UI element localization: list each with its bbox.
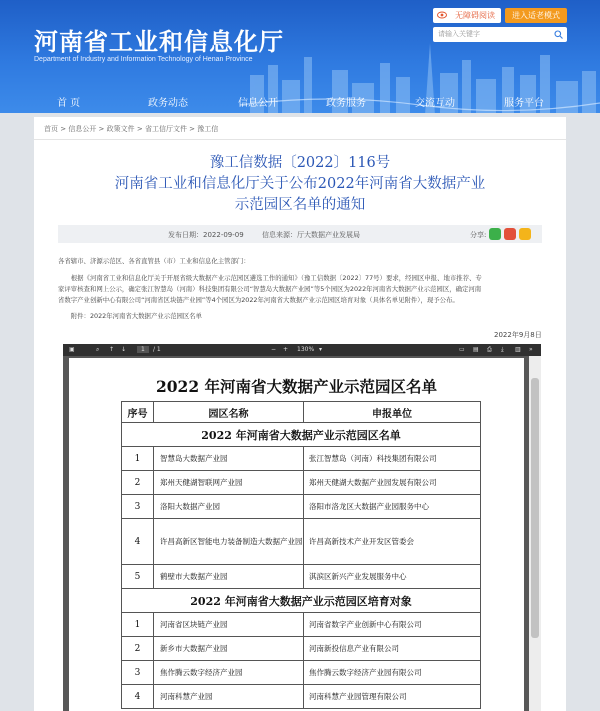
table-row — [122, 519, 481, 565]
info-source: 信息来源：厅大数据产业发展局 — [262, 231, 360, 239]
table-header-row — [122, 402, 481, 423]
park-name: 河南省区块链产业园 — [154, 613, 304, 637]
site-title[interactable]: 河南省工业和信息化厅 — [34, 28, 284, 56]
search-placeholder: 请输入关键字 — [438, 30, 480, 38]
park-list-table — [121, 401, 481, 709]
zoom-level[interactable]: 130% — [297, 346, 315, 353]
row-number: 2 — [122, 637, 154, 661]
applicant-unit: 焦作腾云数字经济产业园有限公司 — [304, 661, 481, 685]
row-number: 1 — [122, 447, 154, 471]
pdf-toolbar — [63, 344, 541, 356]
salutation: 各省辖市、济源示范区、各省直管县（市）工业和信息化主管部门： — [58, 257, 250, 265]
nav-platform[interactable]: 服务平台 — [504, 98, 544, 109]
main-nav — [0, 88, 600, 113]
body-paragraph: 家评审核查和网上公示，确定张江智慧岛（河南）科技集团有限公司“智慧岛大数据产业园”等5个园区为2022年河南省大数据产业示范园区，确定河南 — [58, 285, 482, 293]
accessibility-button[interactable] — [433, 8, 501, 23]
sidebar-toggle-icon[interactable]: ▣ — [69, 346, 75, 353]
article-card — [34, 117, 566, 711]
article-meta-bar — [58, 225, 542, 243]
park-name: 鹤壁市大数据产业园 — [154, 565, 304, 589]
row-number: 1 — [122, 613, 154, 637]
section-row — [122, 589, 481, 613]
more-icon[interactable]: » — [529, 346, 533, 353]
applicant-unit: 郑州天健湖大数据产业园发展有限公司 — [304, 471, 481, 495]
table-row — [122, 495, 481, 519]
nav-home[interactable]: 首 页 — [57, 98, 81, 109]
breadcrumb[interactable]: 首页 > 信息公开 > 政策文件 > 省工信厅文件 > 豫工信 — [44, 125, 219, 133]
pdf-viewer[interactable] — [63, 344, 541, 711]
weibo-share-icon[interactable] — [504, 228, 516, 240]
pdf-scroll-thumb[interactable] — [531, 378, 539, 638]
site-subtitle: Department of Industry and Information Technology of Henan Province — [34, 56, 253, 63]
eye-icon — [437, 11, 447, 19]
search-icon[interactable] — [554, 30, 563, 39]
section-row — [122, 423, 481, 447]
park-name: 郑州天健湖智联网产业园 — [154, 471, 304, 495]
pdf-page — [69, 358, 524, 711]
column-header: 序号 — [122, 402, 154, 423]
table-row — [122, 447, 481, 471]
zoom-in-icon[interactable]: + — [283, 346, 289, 353]
table-row — [122, 637, 481, 661]
table-row — [122, 613, 481, 637]
applicant-unit: 河南科慧产业园管理有限公司 — [304, 685, 481, 709]
table-row — [122, 661, 481, 685]
park-name: 智慧岛大数据产业园 — [154, 447, 304, 471]
column-header: 园区名称 — [154, 402, 304, 423]
present-icon[interactable]: ▭ — [459, 346, 465, 353]
row-number: 4 — [122, 519, 154, 565]
title-line: 豫工信数据〔2022〕116号 — [209, 155, 391, 171]
body-paragraph: 根据《河南省工业和信息化厅关于开展省级大数据产业示范园区遴选工作的通知》（豫工信数据〔2022〕77号）要求，经园区申报、地市推荐、专 — [58, 274, 482, 282]
prev-page-icon[interactable]: ↑ — [109, 346, 115, 353]
row-number: 5 — [122, 565, 154, 589]
table-row — [122, 565, 481, 589]
nav-services[interactable]: 政务服务 — [326, 98, 366, 109]
table-row — [122, 685, 481, 709]
nav-interaction[interactable]: 交流互动 — [415, 98, 455, 109]
park-name: 新乡市大数据产业园 — [154, 637, 304, 661]
park-name: 河南科慧产业园 — [154, 685, 304, 709]
pdf-scrollbar[interactable] — [529, 356, 541, 711]
page-total: / 1 — [153, 346, 161, 353]
park-name: 洛阳大数据产业园 — [154, 495, 304, 519]
print-icon[interactable]: ⎙ — [487, 346, 492, 353]
publish-date: 发布日期：2022-09-09 — [168, 231, 244, 239]
list-title: 2022 年河南省大数据产业示范园区名单 — [155, 377, 438, 396]
title-line: 示范园区名单的通知 — [234, 197, 366, 213]
nav-news[interactable]: 政务动态 — [148, 98, 188, 109]
park-name: 许昌高新区智能电力装备制造大数据产业园 — [154, 519, 304, 565]
applicant-unit: 许昌高新技术产业开发区管委会 — [304, 519, 481, 565]
elder-mode-button[interactable]: 进入适老模式 — [505, 8, 567, 23]
attachment-note[interactable]: 附件：2022年河南省大数据产业示范园区名单 — [58, 312, 203, 320]
sign-date: 2022年9月8日 — [494, 331, 542, 339]
section-title: 2022 年河南省大数据产业示范园区名单 — [122, 423, 481, 447]
search-icon[interactable]: ⌕ — [96, 346, 100, 353]
row-number: 4 — [122, 685, 154, 709]
section-title: 2022 年河南省大数据产业示范园区培育对象 — [122, 589, 481, 613]
bookmark-icon[interactable]: ▥ — [515, 346, 521, 353]
article-title — [34, 153, 566, 216]
applicant-unit: 河南新投信息产业有限公司 — [304, 637, 481, 661]
page-number-input[interactable]: 1 — [137, 346, 149, 353]
applicant-unit: 洛阳市洛龙区大数据产业园服务中心 — [304, 495, 481, 519]
download-icon[interactable]: ⤓ — [501, 346, 504, 353]
chevron-down-icon[interactable]: ▾ — [319, 346, 323, 353]
title-line: 河南省工业和信息化厅关于公布2022年河南省大数据产业 — [114, 176, 486, 192]
row-number: 3 — [122, 495, 154, 519]
applicant-unit: 河南省数字产业创新中心有限公司 — [304, 613, 481, 637]
nav-info-public[interactable]: 信息公开 — [238, 98, 278, 109]
applicant-unit: 淇滨区新兴产业发展服务中心 — [304, 565, 481, 589]
wechat-share-icon[interactable] — [489, 228, 501, 240]
accessibility-label: 无障碍阅读 — [455, 11, 495, 20]
table-row — [122, 471, 481, 495]
search-input[interactable] — [433, 27, 567, 42]
body-paragraph: 省数字产业创新中心有限公司“河南省区块链产业园”等4个园区为2022年河南省大数据产业示范园区培育对象（具体名单见附件），现予公布。 — [58, 296, 459, 304]
qzone-share-icon[interactable] — [519, 228, 531, 240]
park-name: 焦作腾云数字经济产业园 — [154, 661, 304, 685]
breadcrumb-divider — [34, 139, 566, 140]
open-file-icon[interactable]: ▤ — [473, 346, 479, 353]
row-number: 3 — [122, 661, 154, 685]
applicant-unit: 张江智慧岛（河南）科技集团有限公司 — [304, 447, 481, 471]
column-header: 申报单位 — [304, 402, 481, 423]
row-number: 2 — [122, 471, 154, 495]
share-label: 分享: — [470, 231, 487, 239]
site-header — [0, 0, 600, 113]
next-page-icon[interactable]: ↓ — [121, 346, 127, 353]
zoom-out-icon[interactable]: − — [271, 346, 277, 353]
